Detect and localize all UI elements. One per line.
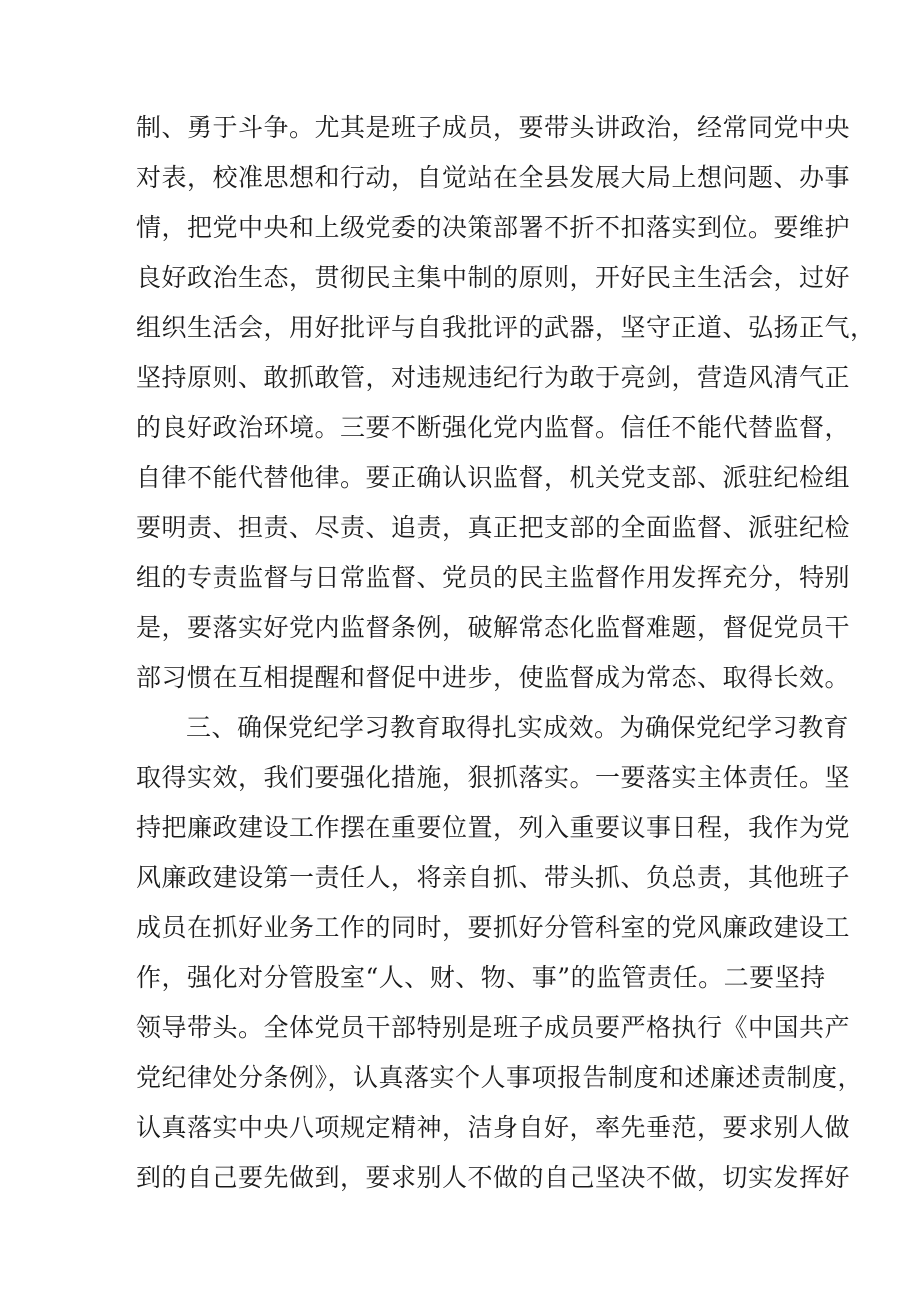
- text-line-2: 对表，校准思想和行动，自觉站在全县发展大局上想问题、办事: [136, 163, 851, 192]
- text-line-1: 制、勇于斗争。尤其是班子成员，要带头讲政治，经常同党中央: [136, 113, 851, 142]
- text-line-20: 党纪律处分条例》，认真落实个人事项报告制度和述廉述责制度，: [136, 1063, 864, 1092]
- text-line-16: 风廉政建设第一责任人，将亲自抓、带头抓、负总责，其他班子: [136, 863, 851, 892]
- text-line-18: 作，强化对分管股室“人、财、物、事”的监管责任。二要坚持: [136, 963, 826, 992]
- text-line-11: 是，要落实好党内监督条例，破解常态化监督难题，督促党员干: [136, 613, 851, 642]
- section-heading-line: 三、确保党纪学习教育取得扎实成效。为确保党纪学习教育: [186, 713, 850, 742]
- text-line-7: 的良好政治环境。三要不断强化党内监督。信任不能代替监督，: [136, 413, 851, 442]
- text-line-12: 部习惯在互相提醒和督促中进步，使监督成为常态、取得长效。: [136, 663, 851, 692]
- text-line-14: 取得实效，我们要强化措施，狠抓落实。一要落实主体责任。坚: [136, 763, 851, 792]
- text-line-15: 持把廉政建设工作摆在重要位置，列入重要议事日程，我作为党: [136, 813, 851, 842]
- text-line-9: 要明责、担责、尽责、追责，真正把支部的全面监督、派驻纪检: [136, 513, 851, 542]
- text-line-19: 领导带头。全体党员干部特别是班子成员要严格执行《中国共产: [136, 1013, 851, 1042]
- text-line-6: 坚持原则、敢抓敢管，对违规违纪行为敢于亮剑，营造风清气正: [136, 363, 851, 392]
- text-line-5: 组织生活会，用好批评与自我批评的武器，坚守正道、弘扬正气，: [136, 313, 876, 342]
- text-line-22: 到的自己要先做到，要求别人不做的自己坚决不做，切实发挥好: [136, 1163, 851, 1192]
- text-line-4: 良好政治生态，贯彻民主集中制的原则，开好民主生活会，过好: [136, 263, 851, 292]
- text-line-17: 成员在抓好业务工作的同时，要抓好分管科室的党风廉政建设工: [136, 913, 851, 942]
- text-line-8: 自律不能代替他律。要正确认识监督，机关党支部、派驻纪检组: [136, 463, 851, 492]
- text-line-3: 情，把党中央和上级党委的决策部署不折不扣落实到位。要维护: [136, 213, 851, 242]
- text-line-10: 组的专责监督与日常监督、党员的民主监督作用发挥充分，特别: [136, 563, 851, 592]
- text-line-21: 认真落实中央八项规定精神，洁身自好，率先垂范，要求别人做: [136, 1113, 851, 1142]
